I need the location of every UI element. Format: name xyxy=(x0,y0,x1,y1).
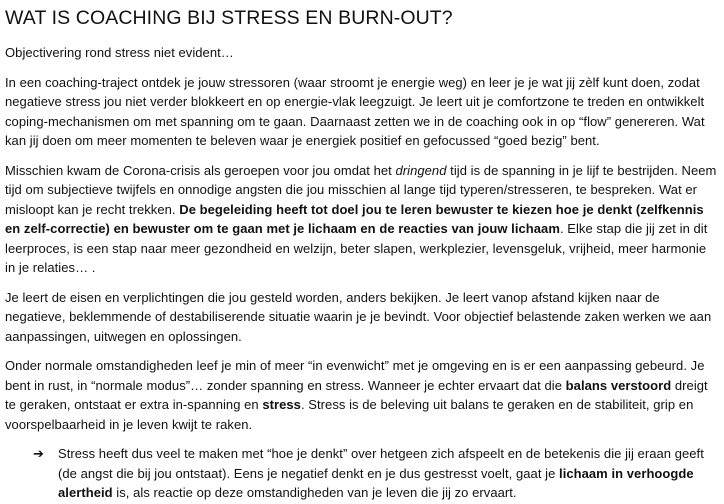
intro-paragraph: Objectivering rond stress niet evident… xyxy=(5,45,234,60)
text-run: dreigt te geraken, ontstaat er extra in-spanning en xyxy=(5,377,708,412)
bold-text: De begeleiding heeft tot doel jou te leren bewuster te kiezen hoe je denkt (zelfkennis en zelf-correctie) en bewuster om te gaan met je lichaam en de reacties van jouw lichaam xyxy=(5,201,704,236)
arrow-bullet-item xyxy=(5,444,720,503)
paragraph-evenwicht xyxy=(5,356,720,434)
bold-text: lichaam in verhoogde alertheid xyxy=(58,465,694,500)
text-run: tijd is de spanning in je lijf te bestrijden. Neem tijd om subjectieve twijfels en onnodige angsten die jou misschien al lange tijd typeren/stresseren, te bespreken. Wat er misloopt kan je recht trekken. xyxy=(5,162,717,217)
text-run: Stress heeft dus veel te maken met “hoe je denkt” over hetgeen zich afspeelt en de betekenis die jij eraan geeft (de angst die bij jou ontstaat). Eens je negatief denkt en je dus gestresst voelt, gaat je xyxy=(58,446,704,481)
paragraph-eisen: Je leert de eisen en verplichtingen die jou gesteld worden, anders bekijken. Je leert vanop afstand kijken naar de negatieve, beklemmende of destabiliserende situatie waarin je je bevindt. Voor objectief belastende zaken werken we aan aanpassingen, uitwegen en oplossingen. xyxy=(5,289,712,344)
text-run: . Elke stap die jij zet in dit leerproces, is een stap naar meer gezondheid en welzijn, beter slapen, werkplezier, levensgeluk, vrijheid, meer harmonie in je relaties… . xyxy=(5,221,708,275)
text-run: is, als reactie op deze omstandigheden van je leven die jij zo ervaart. xyxy=(112,485,517,500)
arrow-right-icon: ➔ xyxy=(33,446,44,461)
paragraph-coaching-traject: In een coaching-traject ontdek je jouw stressoren (waar stroomt je energie weg) en leer je je wat jij zèlf kunt doen, zodat negatieve stress jou niet verder blokkeert en op energie-vlak leegzuigt. Je leert uit je comfortzone te treden en ontwikkelt coping-mechanismen om met spanning om te gaan. Daarnaast zetten we in de coaching ook in op “flow” genereren. Wat kan jij doen om meer momenten te beleven waar je energiek positief en gefocussed “goed bezig” bent. xyxy=(5,74,705,148)
page-title: WAT IS COACHING BIJ STRESS EN BURN-OUT? xyxy=(5,7,453,29)
paragraph-corona-crisis xyxy=(5,161,720,278)
text-run: Onder normale omstandigheden leef je min of meer “in evenwicht” met je omgeving en is er een aanpassing gebeurd. Je bent in rust, in “normale modus”… zonder spanning en stress. Wanneer je echter ervaart dat die xyxy=(5,358,705,393)
text-run: . Stress is de beleving uit balans te geraken en de stabiliteit, grip en voorspelbaarheid in je leven kwijt te raken. xyxy=(5,397,694,432)
bold-text: stress xyxy=(262,397,301,412)
bold-text: balans verstoord xyxy=(565,377,672,393)
bullet-paragraph xyxy=(58,444,720,503)
text-run: Misschien kwam de Corona-crisis als geroepen voor jou omdat het xyxy=(5,162,396,178)
emphasis-text: dringend xyxy=(395,162,447,178)
